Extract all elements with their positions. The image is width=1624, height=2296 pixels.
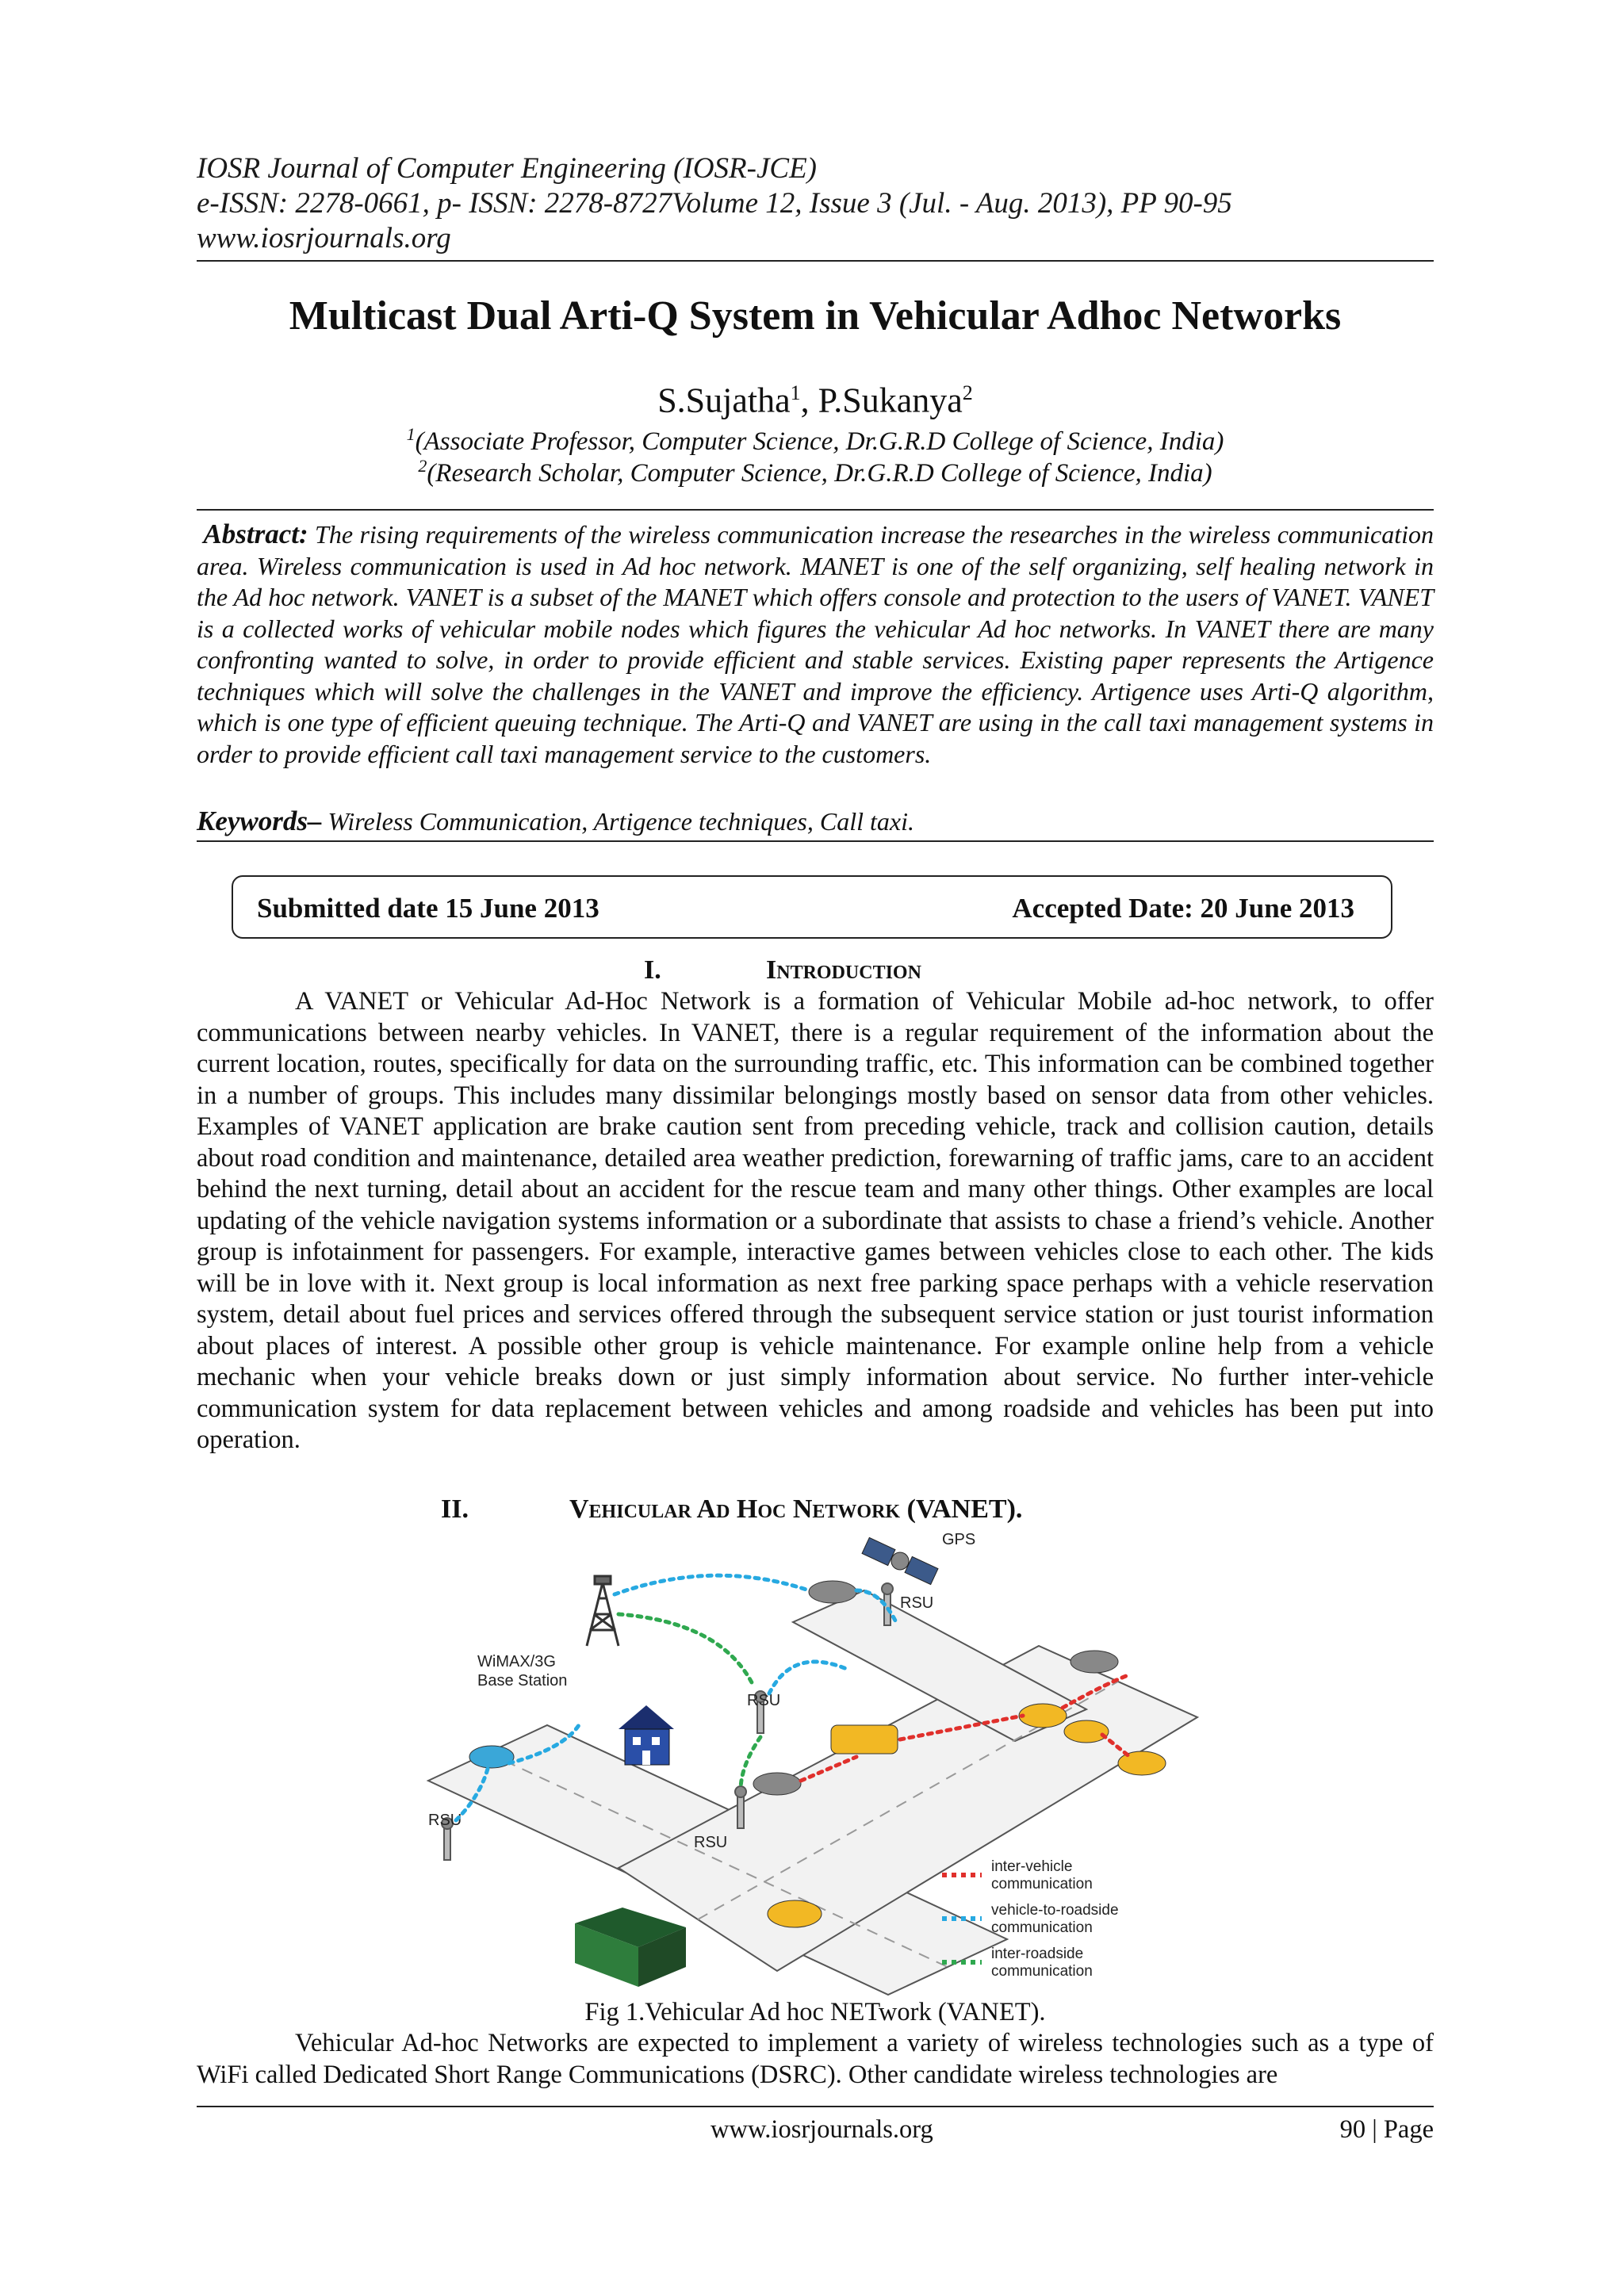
author-2: P.Sukanya <box>818 381 963 420</box>
affiliation-1-text: (Associate Professor, Computer Science, Dr.G.R.D College of Science, India) <box>415 427 1224 456</box>
section-2-title-suffix: (VANET). <box>900 1494 1023 1524</box>
section-2-title: Vehicular Ad Hoc Network <box>569 1494 901 1524</box>
rsu-label-bottom: RSU <box>694 1834 728 1851</box>
section-1-number: I. <box>644 955 661 985</box>
gps-label: GPS <box>942 1531 976 1548</box>
section-2-number: II. <box>441 1494 469 1524</box>
abstract-top-rule <box>197 509 1434 511</box>
author-1-sup: 1 <box>790 381 801 404</box>
journal-website[interactable]: www.iosrjournals.org <box>197 222 451 254</box>
authors <box>197 373 1434 422</box>
abstract-label: Abstract: <box>203 519 308 549</box>
base-station-tower-icon <box>587 1576 619 1646</box>
header-rule <box>197 260 1434 262</box>
vanet-figure <box>420 1527 1213 1996</box>
rsu-label-left: RSU <box>428 1812 462 1829</box>
section-1-title: Introduction <box>766 955 921 985</box>
legend-inter-vehicle-label-1: inter-vehicle <box>991 1858 1073 1875</box>
paper-title: Multicast Dual Arti-Q System in Vehicular Adhoc Networks <box>289 293 1342 339</box>
keywords <box>197 806 1434 837</box>
keywords-label: Keywords– <box>197 806 322 836</box>
base-station-label-2: Base Station <box>477 1672 568 1689</box>
abstract <box>197 519 1434 770</box>
rsu-label-top: RSU <box>900 1594 934 1612</box>
dates-box <box>232 875 1392 939</box>
author-separator: , <box>800 381 818 420</box>
figure-legend <box>942 1858 1119 1980</box>
section-1-body: A VANET or Vehicular Ad-Hoc Network is a formation of Vehicular Mobile ad-hoc network, to offer communications between nearby vehicles. In VANET, there is a regular requirement of the information about the current location, routes, specifically for data on the surrounding traffic, etc. This information can be combined together in a number of groups. This includes many dissimilar belongings mostly based on sensor data from other vehicles. Examples of VANET application are brake caution sent from preceding vehicle, track and collision caution, details about road condition and maintenance, detailed area weather prediction, forewarning of traffic jams, care to an accident behind the next turning, detail about an accident for the rescue team and many other things. Other examples are local updating of the vehicle navigation systems information or a subordinate that assists to chase a friend’s vehicle. Another group is infotainment for passengers. For example, interactive games between vehicles close to each other. The kids will be in love with it. Next group is local information as next free parking space perhaps with a vehicle reservation system, detail about fuel prices and services offered through the subsequent service station or just tourist information about places of interest. A possible other group is vehicle maintenance. For example online help from a vehicle mechanic when your vehicle breaks down or just simply information about service. No further inter-vehicle communication system for data replacement between vehicles and among roadside and vehicles has been put into operation. <box>197 987 1434 1454</box>
affiliation-1-sup: 1 <box>406 424 416 444</box>
affiliation-2-sup: 2 <box>418 456 427 476</box>
base-station-label-1: WiMAX/3G <box>477 1653 556 1670</box>
page-number: 90 | Page <box>1339 2115 1434 2144</box>
keywords-text: Wireless Communication, Artigence techniques, Call taxi. <box>321 807 914 836</box>
rsu-label-center: RSU <box>747 1692 781 1709</box>
footer-website[interactable]: www.iosrjournals.org <box>710 2115 933 2144</box>
legend-inter-roadside-label-1: inter-roadside <box>991 1946 1084 1962</box>
figure-caption: Fig 1.Vehicular Ad hoc NETwork (VANET). <box>584 1998 1046 2026</box>
author-2-sup: 2 <box>962 381 973 404</box>
submitted-date: Submitted date 15 June 2013 <box>257 893 599 924</box>
paragraph-2: Vehicular Ad-hoc Networks are expected to implement a variety of wireless technologies such as a type of WiFi called Dedicated Short Range Communications (DSRC). Other candidate wireless technologies are <box>197 2029 1434 2089</box>
legend-inter-vehicle-label-2: communication <box>991 1876 1093 1892</box>
legend-vehicle-roadside-label-2: communication <box>991 1919 1093 1936</box>
author-1: S.Sujatha <box>657 381 791 420</box>
legend-vehicle-roadside-label-1: vehicle-to-roadside <box>991 1902 1119 1919</box>
affiliation-2-text: (Research Scholar, Computer Science, Dr.G.R.D College of Science, India) <box>427 459 1212 488</box>
affiliation-2 <box>197 450 1434 489</box>
abstract-text: The rising requirements of the wireless communication increase the researches in the wireless communication area. Wireless communication is used in Ad hoc network. MANET is one of the self organizing, self healing network in the Ad hoc network. VANET is a subset of the MANET which offers console and protection to the users of VANET. VANET is a collected works of vehicular mobile nodes which figures the vehicular Ad hoc networks. In VANET there are many confronting wanted to solve, in order to provide efficient and stable services. Existing paper represents the Artigence techniques which will solve the challenges in the VANET and improve the efficiency. Artigence uses Arti-Q algorithm, which is one type of efficient queuing technique. The Arti-Q and VANET are using in the call taxi management systems in order to provide efficient call taxi management service to the customers. <box>197 520 1434 768</box>
section-2-heading <box>569 1494 1022 1525</box>
abstract-bottom-rule <box>197 840 1434 842</box>
footer-rule <box>197 2106 1434 2107</box>
building-icon <box>575 1908 686 1987</box>
journal-issn: e-ISSN: 2278-0661, p- ISSN: 2278-8727Volume 12, Issue 3 (Jul. - Aug. 2013), PP 90-95 <box>197 187 1232 220</box>
house-icon <box>619 1705 674 1765</box>
gps-satellite-icon <box>862 1537 938 1584</box>
accepted-date: Accepted Date: 20 June 2013 <box>1012 893 1354 924</box>
legend-inter-roadside-label-2: communication <box>991 1963 1093 1980</box>
journal-name: IOSR Journal of Computer Engineering (IOSR-JCE) <box>197 152 817 185</box>
